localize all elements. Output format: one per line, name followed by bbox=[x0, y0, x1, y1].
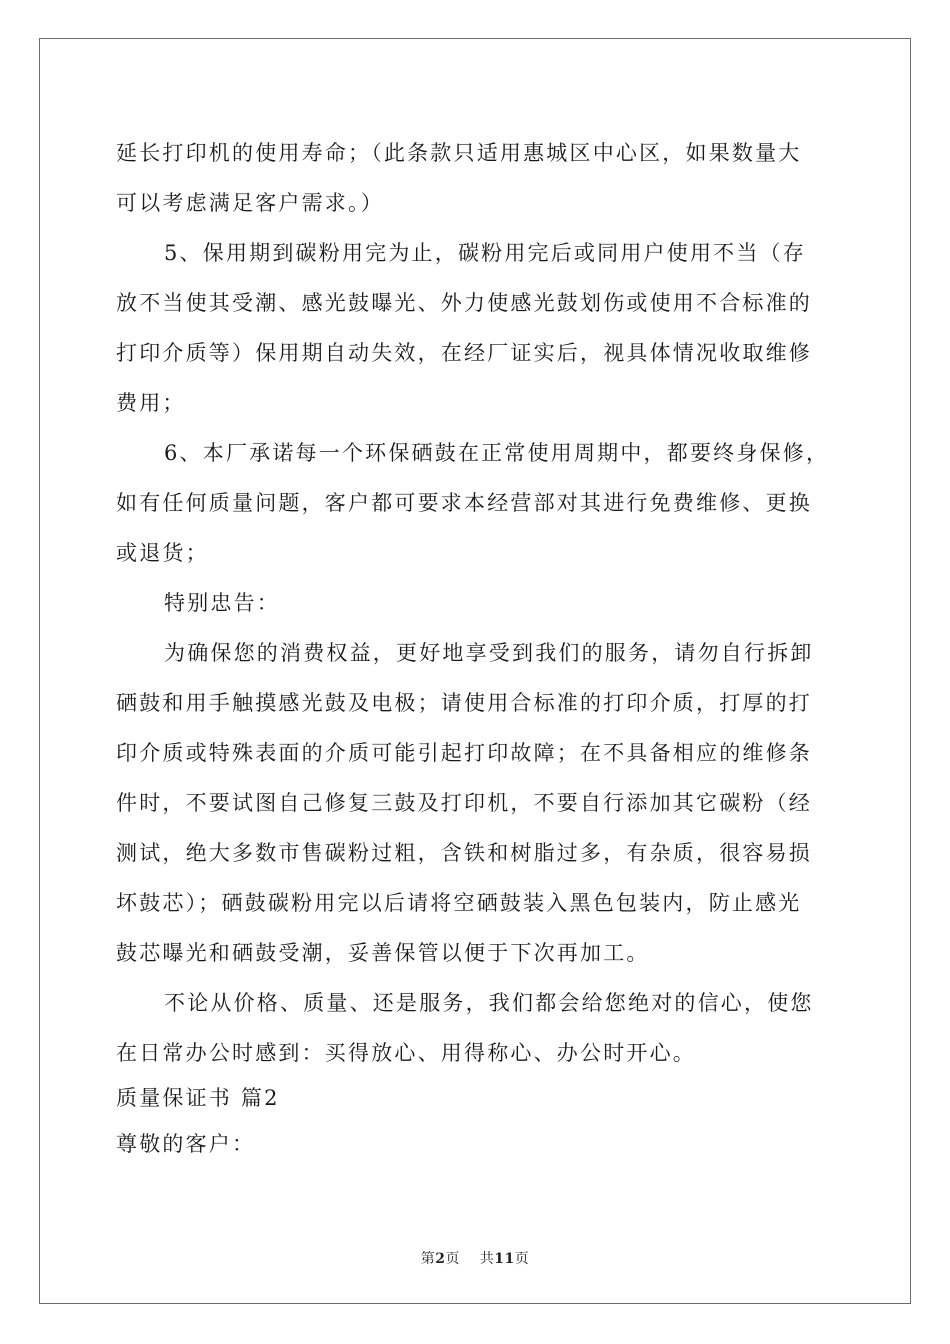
text-line: 费用； bbox=[116, 391, 186, 415]
text-line: 打印介质等）保用期自动失效，在经厂证实后，视具体情况收取维修 bbox=[116, 341, 812, 365]
page-prefix: 第 bbox=[420, 1251, 436, 1267]
text-line: 如有任何质量问题，客户都可要求本经营部对其进行免费维修、更换 bbox=[116, 491, 812, 515]
text-line: 坏鼓芯）；硒鼓碳粉用完以后请将空硒鼓装入黑色包装内，防止感光 bbox=[116, 891, 802, 915]
text-line: 硒鼓和用手触摸感光鼓及电极；请使用合标准的打印介质，打厚的打 bbox=[116, 691, 812, 715]
page-footer bbox=[0, 1248, 950, 1268]
total-suffix: 页 bbox=[514, 1251, 530, 1267]
text-line: 测试，绝大多数市售碳粉过粗，含铁和树脂过多，有杂质，很容易损 bbox=[116, 841, 812, 865]
text-line: 鼓芯曝光和硒鼓受潮，妥善保管以便于下次再加工。 bbox=[116, 941, 650, 965]
document-body bbox=[116, 128, 836, 1170]
total-prefix: 共 bbox=[479, 1251, 495, 1267]
text-line: 延长打印机的使用寿命；（此条款只适用惠城区中心区，如果数量大 bbox=[116, 141, 802, 165]
section-heading: 质量保证书 篇2 bbox=[116, 1086, 280, 1110]
page-suffix: 页 bbox=[445, 1251, 460, 1267]
salutation: 尊敬的客户： bbox=[116, 1132, 256, 1156]
paragraph-first-line: 不论从价格、质量、还是服务，我们都会给您绝对的信心，使您 bbox=[164, 991, 814, 1015]
paragraph-first-line: 6、本厂承诺每一个环保硒鼓在正常使用周期中，都要终身保修， bbox=[164, 441, 830, 465]
text-line: 放不当使其受潮、感光鼓曝光、外力使感光鼓划伤或使用不合标准的 bbox=[116, 291, 812, 315]
paragraph-first-line: 5、保用期到碳粉用完为止，碳粉用完后或同用户使用不当（存 bbox=[164, 241, 806, 265]
section-label: 特别忠告： bbox=[164, 591, 280, 615]
text-line: 或退货； bbox=[116, 541, 209, 565]
total-page-number: 11 bbox=[494, 1251, 515, 1267]
paragraph-first-line: 为确保您的消费权益，更好地享受到我们的服务，请勿自行拆卸 bbox=[164, 641, 814, 665]
text-line: 件时，不要试图自己修复三鼓及打印机，不要自行添加其它碳粉（经 bbox=[116, 791, 812, 815]
text-line: 可以考虑满足客户需求。） bbox=[116, 191, 384, 215]
text-line: 印介质或特殊表面的介质可能引起打印故障；在不具备相应的维修条 bbox=[116, 741, 812, 765]
current-page-number: 2 bbox=[435, 1251, 446, 1267]
text-line: 在日常办公时感到：买得放心、用得称心、办公时开心。 bbox=[116, 1041, 696, 1065]
